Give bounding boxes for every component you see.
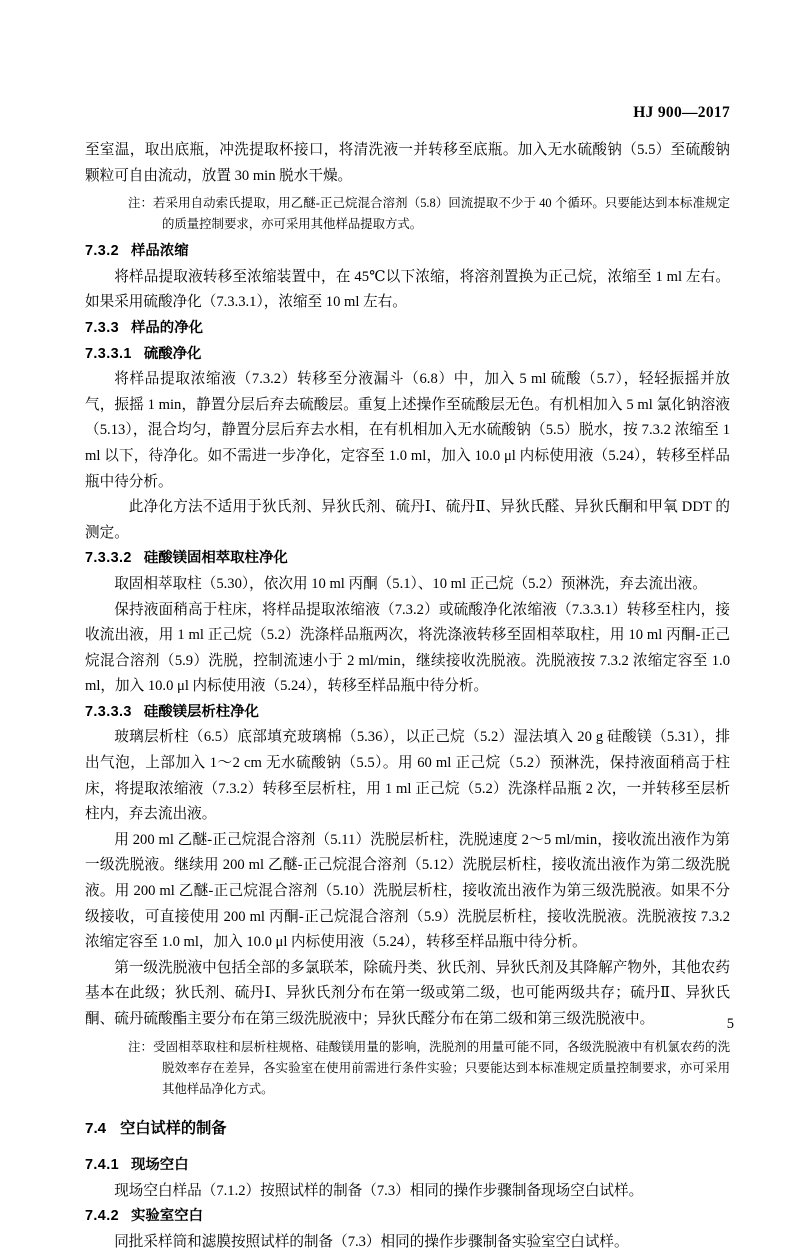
heading-7-4-2 <box>85 1204 730 1230</box>
heading-number: 7.3.3 <box>85 319 120 336</box>
paragraph-7-3-2-body: 将样品提取液转移至浓缩装置中，在 45℃以下浓缩，将溶剂置换为正己烷，浓缩至 1 ml 左右。如果采用硫酸净化（7.3.3.1），浓缩至 10 ml 左右。 <box>85 268 730 311</box>
paragraph-7-4-1-body: 现场空白样品（7.1.2）按照试样的制备（7.3）相同的操作步骤制备现场空白试样。 <box>114 1182 644 1199</box>
heading-title: 硅酸镁固相萃取柱净化 <box>143 550 288 567</box>
paragraph-7-3-3-1-body: 将样品提取浓缩液（7.3.2）转移至分液漏斗（6.8）中，加入 5 ml 硫酸（5.7），轻轻振摇并放气，振摇 1 min，静置分层后弃去硫酸层。重复上述操作至硫酸层无色。有机相加入 5 ml 氯化钠溶液（5.13），混合均匀，静置分层后弃去水相，在有机相加入无水硫酸钠（5.5）脱水，按 7.3.2 浓缩至 1 ml 以下，待净化。如不需进一步净化，定容至 1.0 ml，加入 10.0 μl 内标使用液（5.24），转移至样品瓶中待分析。 <box>85 371 730 490</box>
heading-7-3-3 <box>85 316 730 342</box>
heading-number: 7.3.2 <box>85 243 120 260</box>
heading-title: 样品浓缩 <box>131 243 189 260</box>
heading-number: 7.3.3.3 <box>85 703 132 720</box>
document-body <box>85 138 730 1256</box>
heading-number: 7.3.3.1 <box>85 345 132 362</box>
paragraph-7-3-3-3-body2: 用 200 ml 乙醚-正己烷混合溶剂（5.11）洗脱层析柱，洗脱速度 2～5 ml/min，接收流出液作为第一级洗脱液。继续用 200 ml 乙醚-正己烷混合溶剂（5.12）洗脱层析柱，接收流出液作为第二级洗脱液。用 200 ml 乙醚-正己烷混合溶剂（5.10）洗脱层析柱，接收流出液作为第三级洗脱液。如果不分级接收，可直接使用 200 ml 丙酮-正己烷混合溶剂（5.9）洗脱层析柱，接收洗脱液。洗脱液按 7.3.2 浓缩定容至 1.0 ml，加入 10.0 μl 内标使用液（5.24），转移至样品瓶中待分析。 <box>85 831 730 951</box>
spacer <box>85 1141 730 1153</box>
paragraph-7-3-3-2-body1: 取固相萃取柱（5.30），依次用 10 ml 丙酮（5.1）、10 ml 正己烷（5.2）预淋洗，弃去流出液。 <box>114 575 707 592</box>
spacer <box>85 1100 730 1116</box>
heading-number: 7.3.3.2 <box>85 550 132 567</box>
heading-7-3-2 <box>85 239 730 265</box>
paragraph-7-3-3-3-body1: 玻璃层析柱（6.5）底部填充玻璃棉（5.36），以正己烷（5.2）湿法填入 20 g 硅酸镁（5.31），排出气泡，上部加入 1～2 cm 无水硫酸钠（5.5）。用 60 ml 正己烷（5.2）预淋洗，保持液面稍高于柱床，将提取浓缩液（7.3.2）转移至层析柱，用 1 ml 正己烷（5.2）洗涤样品瓶 2 次，一并转移至层析柱内，弃去流出液。 <box>85 729 730 823</box>
note-purification: 注：受固相萃取柱和层析柱规格、硅酸镁用量的影响，洗脱剂的用量可能不同，各级洗脱液中有机氯农药的洗脱效率存在差异，各实验室在使用前需进行条件实验；只要能达到本标准规定质量控制要求，亦可采用其他样品净化方式。 <box>128 1039 730 1096</box>
heading-title: 空白试样的制备 <box>120 1119 227 1137</box>
heading-7-3-3-3 <box>85 700 730 726</box>
heading-number: 7.4.1 <box>85 1157 120 1174</box>
paragraph-continuation: 至室温，取出底瓶，冲洗提取杯接口，将清洗液一并转移至底瓶。加入无水硫酸钠（5.5）至硫酸钠颗粒可自由流动，放置 30 min 脱水干燥。 <box>85 142 730 184</box>
heading-title: 样品的净化 <box>131 319 203 336</box>
running-head-standard-number: HJ 900—2017 <box>633 104 730 121</box>
heading-7-4 <box>85 1116 730 1142</box>
note-extraction: 注：若采用自动索氏提取，用乙醚-正己烷混合溶剂（5.8）回流提取不少于 40 个循环。只要能达到本标准规定的质量控制要求，亦可采用其他样品提取方式。 <box>128 196 730 232</box>
heading-title: 现场空白 <box>131 1157 189 1174</box>
paragraph-7-3-3-2-body2: 保持液面稍高于柱床，将样品提取浓缩液（7.3.2）或硫酸净化浓缩液（7.3.3.1）转移至柱内，接收流出液，用 1 ml 正己烷（5.2）洗涤样品瓶两次，将洗涤液转移至固相萃取柱，用 10 ml 丙酮-正己烷混合溶剂（5.9）洗脱，控制流速小于 2 ml/min，继续接收洗脱液。洗脱液按 7.3.2 浓缩定容至 1.0 ml，加入 10.0 μl 内标使用液（5.24），转移至样品瓶中待分析。 <box>85 601 730 695</box>
heading-title: 硅酸镁层析柱净化 <box>143 703 259 720</box>
heading-7-3-3-2 <box>85 546 730 572</box>
heading-7-3-3-1 <box>85 342 730 368</box>
paragraph-7-3-3-3-body3: 第一级洗脱液中包括全部的多氯联苯，除硫丹类、狄氏剂、异狄氏剂及其降解产物外，其他农药基本在此级；狄氏剂、硫丹Ⅰ、异狄氏剂分布在第一级或第二级，也可能两级共存；硫丹Ⅱ、异狄氏酮、硫丹硫酸酯主要分布在第三级洗脱液中；异狄氏醛分布在第二级和第三级洗脱液中。 <box>85 959 730 1027</box>
heading-number: 7.4 <box>85 1119 107 1137</box>
heading-title: 实验室空白 <box>131 1208 203 1225</box>
page-number: 5 <box>726 1016 734 1032</box>
paragraph-7-4-2-body: 同批采样筒和滤膜按照试样的制备（7.3）相同的操作步骤制备实验室空白试样。 <box>114 1233 629 1250</box>
paragraph-7-3-3-1-body2: 此净化方法不适用于狄氏剂、异狄氏剂、硫丹Ⅰ、硫丹Ⅱ、异狄氏醛、异狄氏酮和甲氧 DDT 的测定。 <box>85 499 730 541</box>
heading-7-4-1 <box>85 1153 730 1179</box>
heading-title: 硫酸净化 <box>143 345 202 362</box>
heading-number: 7.4.2 <box>85 1208 120 1225</box>
